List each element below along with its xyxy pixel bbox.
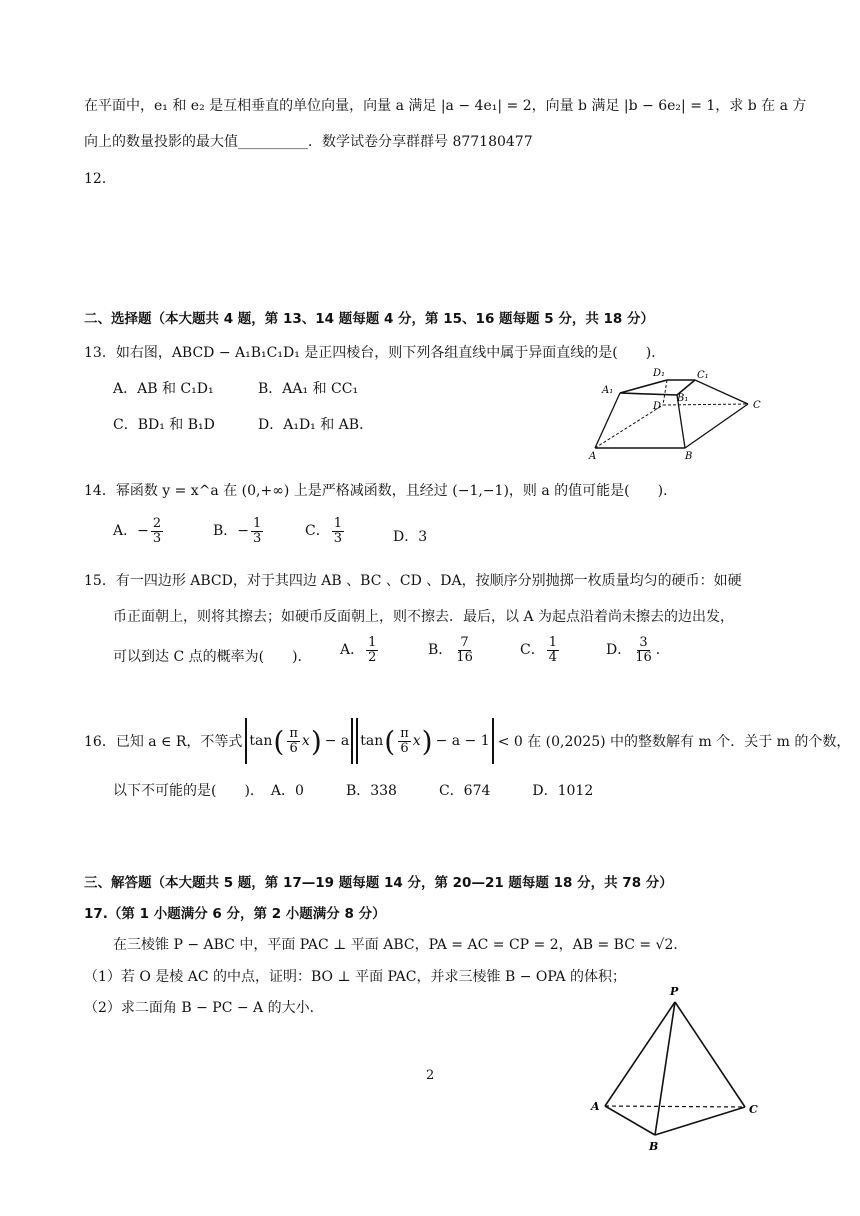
q17-part1: （1）若 O 是棱 AC 的中点，证明：BO ⊥ 平面 PAC，并求三棱锥 B − OPA 的体积； [84, 969, 627, 985]
frustum-figure [585, 362, 775, 462]
q15-line3: 可以到达 C 点的概率为( )． [113, 649, 312, 665]
q13-stem: 13．如右图，ABCD − A₁B₁C₁D₁ 是正四棱台，则下列各组直线中属于异面直线的是( )． [84, 345, 666, 361]
section2-title: 二、选择题（本大题共 4 题，第 13、14 题每题 4 分，第 15、16 题每题 5 分，共 18 分） [84, 311, 655, 327]
q15-option-b: B． $\frac{7}{16}$ [428, 635, 473, 665]
q16-bracket-right: tan ( $\frac{\pi}{6}$ x ) − a − 1 [356, 718, 493, 764]
figure-label-b-pyramid: B [649, 1140, 659, 1153]
q17-heading: 17.（第 1 小题满分 6 分，第 2 小题满分 8 分） [84, 906, 386, 922]
figure-label-d1: D₁ [653, 368, 666, 379]
figure-label-a: A [589, 451, 597, 462]
figure-label-a-pyramid: A [591, 1100, 600, 1113]
page-number: 2 [426, 1068, 435, 1083]
figure-label-b: B [685, 451, 693, 462]
q14-option-b: B．− $\frac{1}{3}$ [213, 516, 262, 546]
figure-label-d: D [653, 401, 662, 412]
q16-line2: 以下不可能的是( )． A．0 B．338 C．674 D．1012 [113, 783, 594, 799]
q17-part2: （2）求二面角 B − PC − A 的大小． [84, 1000, 324, 1016]
figure-label-c-pyramid: C [749, 1103, 758, 1116]
figure-label-p: P [670, 985, 679, 998]
q15-line2: 币正面朝上，则将其擦去；如硬币反面朝上，则不擦去．最后，以 A 为起点沿着尚未擦去的边出发， [113, 609, 735, 625]
figure-label-c1: C₁ [697, 370, 709, 381]
q14-option-c: C． $\frac{1}{3}$ [305, 516, 342, 546]
q16-bracket-left: tan ( $\frac{\pi}{6}$ x ) − a [245, 718, 353, 764]
q11-line2: 向上的数量投影的最大值__________．数学试卷分享群群号 877180477 [84, 134, 533, 150]
q11-line1: 在平面中，e₁ 和 e₂ 是互相垂直的单位向量，向量 a 满足 |a − 4e₁| = 2，向量 b 满足 |b − 6e₂| = 1，求 b 在 a 方 [84, 98, 807, 114]
section3-title: 三、解答题（本大题共 5 题，第 17—19 题每题 14 分，第 20—21 题每题 18 分，共 78 分） [84, 875, 673, 891]
q14-option-d: D．3 [393, 529, 428, 545]
q14-option-a: A．− $\frac{2}{3}$ [113, 516, 162, 546]
q15-option-a: A． $\frac{1}{2}$ [340, 635, 377, 665]
q13-option-d: D．A₁D₁ 和 AB． [258, 417, 374, 433]
figure-label-c: C [753, 400, 761, 411]
q12-label: 12． [84, 171, 116, 187]
figure-label-b1: B₁ [677, 393, 689, 404]
figure-label-a1: A₁ [602, 385, 614, 396]
q13-option-a: A．AB 和 C₁D₁ [113, 381, 214, 397]
q15-option-d: D． $\frac{3}{16}$ ． [606, 635, 670, 665]
q16-line1: 16．已知 a ∈ R，不等式 tan ( $\frac{\pi}{6}$ x ) − a tan ( $\frac{\pi}{6}$ x ) − a − 1 < 0 在 (0,2025) 中的整数解有 m 个．关于 m 的个数， [84, 718, 850, 764]
q13-option-b: B．AA₁ 和 CC₁ [258, 381, 359, 397]
q15-line1: 15．有一四边形 ABCD，对于其四边 AB 、BC 、CD 、DA，按顺序分别抛掷一枚质量均匀的硬币：如硬 [84, 573, 742, 589]
q13-option-c: C．BD₁ 和 B₁D [113, 417, 215, 433]
q17-stem: 在三棱锥 P − ABC 中，平面 PAC ⊥ 平面 ABC，PA = AC = CP = 2，AB = BC = √2． [113, 937, 688, 953]
q15-option-c: C． $\frac{1}{4}$ [520, 635, 557, 665]
pyramid-figure [585, 982, 775, 1154]
q14-stem: 14．幂函数 y = x^a 在 (0,+∞) 上是严格减函数，且经过 (−1,−1)，则 a 的值可能是( )． [84, 483, 678, 499]
